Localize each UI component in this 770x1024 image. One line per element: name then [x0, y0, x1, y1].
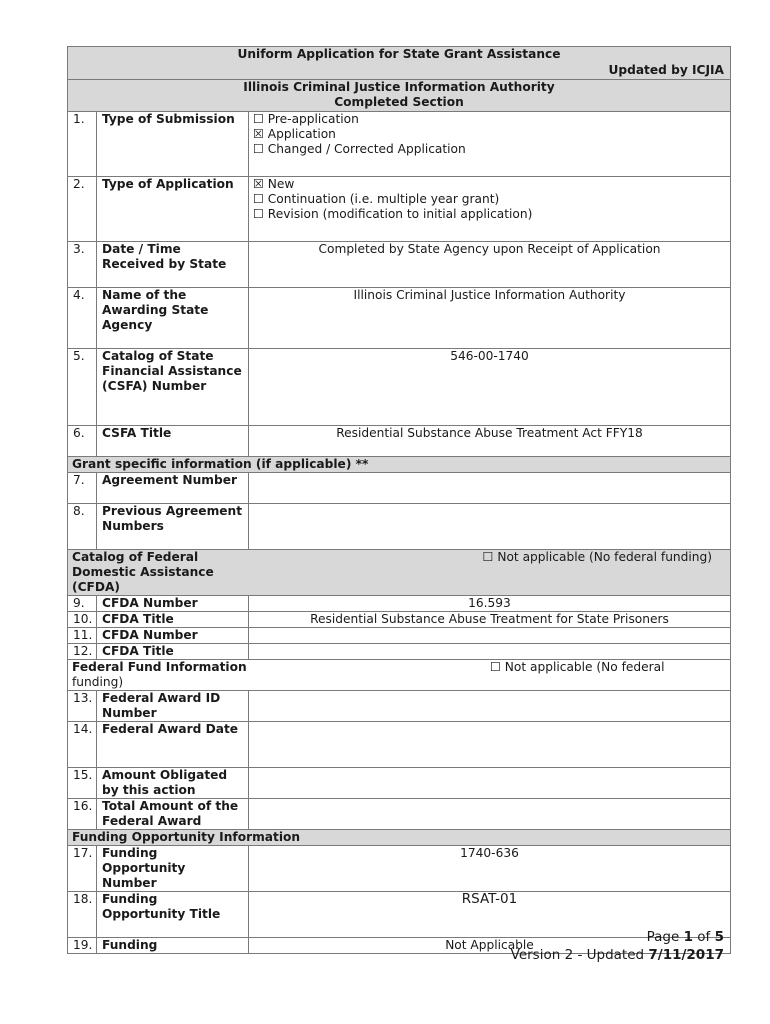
- row-csfa-title: [68, 426, 731, 457]
- row-number: 1.: [68, 112, 97, 177]
- row-number: 4.: [68, 288, 97, 349]
- row-type-of-application: [68, 177, 731, 242]
- cfda-title-2-input[interactable]: [249, 644, 731, 660]
- version-info: [511, 946, 724, 964]
- version-prefix: Version 2 - Updated: [510, 947, 649, 963]
- option-continuation[interactable]: ☐ Continuation (i.e. multiple year grant): [253, 192, 500, 206]
- field-label: CSFA Title: [97, 426, 249, 457]
- row-number: 9.: [68, 596, 97, 612]
- authority-header-row: [68, 80, 731, 112]
- funding-opportunity-title-value: RSAT-01: [249, 892, 731, 938]
- row-agreement-number: [68, 473, 731, 504]
- option-revision[interactable]: ☐ Revision (modification to initial application): [253, 207, 533, 221]
- row-number: 13.: [68, 691, 97, 722]
- field-label: Funding Opportunity Number: [97, 846, 249, 892]
- row-number: 5.: [68, 349, 97, 426]
- cfda-number-2-input[interactable]: [249, 628, 731, 644]
- section-heading: Grant specific information (if applicable) **: [68, 457, 731, 473]
- field-label: CFDA Number: [97, 596, 249, 612]
- row-number: 2.: [68, 177, 97, 242]
- page-number: [511, 928, 724, 946]
- page-prefix: Page: [646, 929, 684, 945]
- field-label: Type of Application: [97, 177, 249, 242]
- row-number: 12.: [68, 644, 97, 660]
- funding-value: Not Applicable: [249, 938, 731, 954]
- row-cfda-title: [68, 612, 731, 628]
- row-cfda-number: [68, 596, 731, 612]
- federal-award-id-input[interactable]: [249, 691, 731, 722]
- field-label: Funding Opportunity Title: [97, 892, 249, 938]
- amount-obligated-input[interactable]: [249, 768, 731, 799]
- field-label: CFDA Number: [97, 628, 249, 644]
- awarding-agency-value: Illinois Criminal Justice Information Authority: [249, 288, 731, 349]
- row-number: 10.: [68, 612, 97, 628]
- section-funding-opportunity: [68, 830, 731, 846]
- row-number: 6.: [68, 426, 97, 457]
- funding-opportunity-number-value: 1740-636: [249, 846, 731, 892]
- completed-section-label: Completed Section: [334, 95, 464, 109]
- row-number: 18.: [68, 892, 97, 938]
- row-previous-agreements: [68, 504, 731, 550]
- section-heading: Catalog of Federal Domestic Assistance (CFDA): [68, 550, 249, 596]
- csfa-title-value: Residential Substance Abuse Treatment Act FFY18: [249, 426, 731, 457]
- option-pre-application[interactable]: ☐ Pre-application: [253, 112, 359, 126]
- section-federal-fund: [68, 660, 731, 691]
- section-heading: Federal Fund Information: [72, 660, 247, 674]
- updated-by: Updated by ICJIA: [608, 63, 724, 77]
- row-number: 14.: [68, 722, 97, 768]
- field-label: Federal Award Date: [97, 722, 249, 768]
- row-number: 16.: [68, 799, 97, 830]
- federal-not-applicable[interactable]: ☐ Not applicable (No federal: [490, 660, 665, 674]
- field-label: Name of the Awarding State Agency: [97, 288, 249, 349]
- row-csfa-number: [68, 349, 731, 426]
- federal-award-date-input[interactable]: [249, 722, 731, 768]
- row-cfda-title-2: [68, 644, 731, 660]
- row-federal-award-id: [68, 691, 731, 722]
- section-heading: Funding Opportunity Information: [68, 830, 731, 846]
- field-label: Total Amount of the Federal Award: [97, 799, 249, 830]
- row-number: 19.: [68, 938, 97, 954]
- date-received-value: Completed by State Agency upon Receipt of Application: [249, 242, 731, 288]
- option-changed-corrected[interactable]: ☐ Changed / Corrected Application: [253, 142, 466, 156]
- row-type-of-submission: [68, 112, 731, 177]
- total-federal-award-input[interactable]: [249, 799, 731, 830]
- field-label: CFDA Title: [97, 644, 249, 660]
- form-table: [67, 46, 731, 954]
- row-number: 3.: [68, 242, 97, 288]
- row-total-federal-award: [68, 799, 731, 830]
- row-awarding-agency: [68, 288, 731, 349]
- csfa-number-value: 546-00-1740: [249, 349, 731, 426]
- row-funding-opportunity-number: [68, 846, 731, 892]
- row-number: 17.: [68, 846, 97, 892]
- row-date-received: [68, 242, 731, 288]
- field-label: Catalog of State Financial Assistance (CSFA) Number: [97, 349, 249, 426]
- page-footer: [511, 928, 724, 964]
- cfda-number-value: 16.593: [249, 596, 731, 612]
- page-of: of: [692, 929, 715, 945]
- page-total: 5: [714, 929, 724, 945]
- row-federal-award-date: [68, 722, 731, 768]
- version-date: 7/11/2017: [648, 947, 724, 963]
- submission-options: [249, 112, 731, 177]
- field-label: Federal Award ID Number: [97, 691, 249, 722]
- section-grant-specific: [68, 457, 731, 473]
- section-cfda: [68, 550, 731, 596]
- option-application[interactable]: ☒ Application: [253, 127, 336, 141]
- row-cfda-number-2: [68, 628, 731, 644]
- field-label: Type of Submission: [97, 112, 249, 177]
- previous-agreements-input[interactable]: [249, 504, 731, 550]
- page-current: 1: [683, 929, 693, 945]
- row-number: 15.: [68, 768, 97, 799]
- row-number: 8.: [68, 504, 97, 550]
- cfda-title-value: Residential Substance Abuse Treatment for State Prisoners: [249, 612, 731, 628]
- row-amount-obligated: [68, 768, 731, 799]
- application-options: [249, 177, 731, 242]
- field-label: CFDA Title: [97, 612, 249, 628]
- field-label: Funding: [97, 938, 249, 954]
- agreement-number-input[interactable]: [249, 473, 731, 504]
- form-header-row: [68, 47, 731, 80]
- row-number: 7.: [68, 473, 97, 504]
- authority-name: Illinois Criminal Justice Information Authority: [243, 80, 555, 94]
- field-label: Previous Agreement Numbers: [97, 504, 249, 550]
- field-label: Date / Time Received by State: [97, 242, 249, 288]
- row-number: 11.: [68, 628, 97, 644]
- option-new[interactable]: ☒ New: [253, 177, 295, 191]
- application-form: [67, 46, 730, 954]
- form-title: Uniform Application for State Grant Assistance: [237, 47, 561, 61]
- federal-not-applicable-cont: funding): [72, 675, 124, 689]
- field-label: Agreement Number: [97, 473, 249, 504]
- cfda-not-applicable[interactable]: ☐ Not applicable (No federal funding): [249, 550, 731, 596]
- field-label: Amount Obligated by this action: [97, 768, 249, 799]
